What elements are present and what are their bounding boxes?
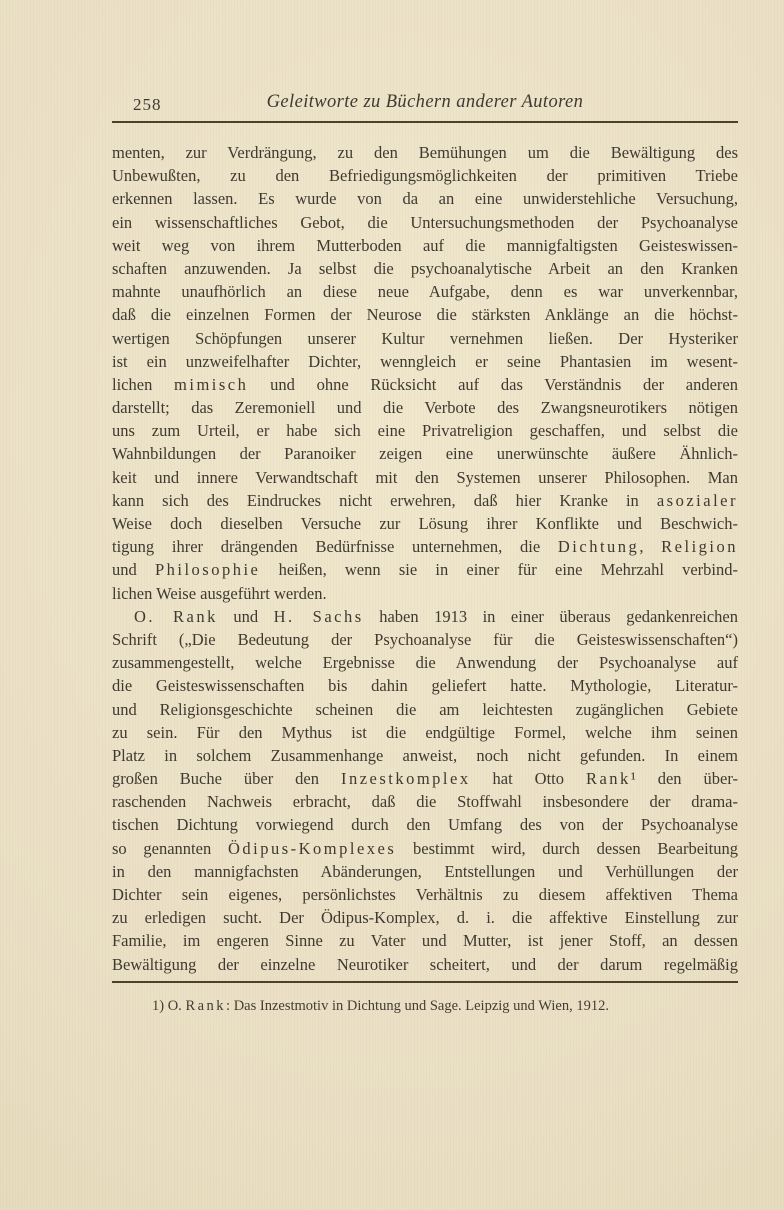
text-segment: in den mannigfachsten Abänderungen, Entstellungen und Verhüllungen der [112,861,738,881]
text-segment: bestimmt wird, durch dessen Bearbeitung [396,838,738,858]
text-segment: , [639,537,662,557]
text-line [112,953,738,976]
letterspaced-text: mimisch [174,374,249,394]
text-segment: zu sein. Für den Mythus ist die endgültige Formel, welche ihm seinen [112,722,738,742]
footnote-rule [112,981,738,983]
letterspaced-text: Religion [661,537,738,557]
text-segment: erkennen lassen. Es wurde von da an eine unwiderstehliche Versuchung, [112,189,738,209]
text-segment: menten, zur Verdrängung, zu den Bemühungen um die Bewältigung des [112,143,738,162]
text-line [112,883,738,906]
text-line [112,396,738,419]
text-segment: und Religionsgeschichte scheinen die am leichtesten zugänglichen Gebiete [112,699,738,719]
text-segment: darstellt; das Zeremoniell und die Verbote des Zwangsneurotikers nötigen [112,398,738,418]
letterspaced-text: asozialer [656,490,738,510]
text-segment: keit und innere Verwandtschaft mit den Systemen unserer Philosophen. Man [112,467,738,487]
text-line [112,558,738,581]
text-segment: die Geisteswissenschaften bis dahin geliefert hatte. Mythologie, Literatur- [112,676,738,696]
text-segment: und [217,606,274,626]
text-line [112,327,738,350]
text-line [112,535,738,558]
text-line [112,721,738,744]
letterspaced-text: Ödipus-Komplexes [227,838,397,858]
text-line [112,860,738,883]
text-line [112,257,738,280]
text-segment: haben 1913 in einer überaus gedankenreichen [363,606,738,626]
text-line [112,303,738,326]
text-line [112,582,738,605]
text-segment: wertigen Schöpfungen unserer Kultur vernehmen ließen. Der Hysteriker [112,328,738,348]
text-segment: uns zum Urteil, er habe sich eine Privatreligion geschaffen, und selbst die [112,421,738,441]
text-segment: Weise doch dieselben Versuche zur Lösung ihrer Konflikte und Beschwich- [112,514,738,533]
text-line [112,419,738,442]
text-segment: tischen Dichtung vorwiegend durch den Umfang des von der Psychoanalyse [112,815,738,835]
text-segment: ¹ den über- [630,769,738,789]
text-segment: : Das Inzestmotiv in Dichtung und Sage. Leipzig und Wien, 1912. [226,997,609,1014]
text-line [112,837,738,860]
page-number: 258 [133,95,162,114]
body-text [112,141,738,976]
text-line [112,744,738,767]
text-segment: kann sich des Eindruckes nicht erwehren, daß hier Kranke in [112,490,657,510]
text-line [112,512,738,535]
letterspaced-text: Rank [585,769,631,789]
text-segment: ein wissenschaftliches Gebot, die Untersuchungsmethoden der Psychoanalyse [112,212,738,232]
text-segment: zu erledigen sucht. Der Ödipus-Komplex, d. i. die affektive Einstellung zur [112,908,738,928]
page-header [112,92,738,118]
text-line [112,628,738,651]
text-segment: tigung ihrer drängenden Bedürfnisse unternehmen, die [112,537,558,557]
text-line [112,906,738,929]
text-segment: und [112,560,155,580]
text-segment: zusammengestellt, welche Ergebnisse die Anwendung der Psychoanalyse auf [112,653,738,673]
text-line [112,350,738,373]
letterspaced-text: Inzestkomplex [340,769,471,789]
text-line [112,466,738,489]
text-segment: weit weg von ihrem Mutterboden auf die mannigfaltigsten Geisteswissen- [112,235,738,255]
text-segment: Bewältigung der einzelne Neurotiker scheitert, und der darum regelmäßig [112,954,738,974]
text-line [112,442,738,465]
text-line [112,790,738,813]
text-line [112,187,738,210]
text-line [112,164,738,187]
text-line [112,767,738,790]
text-line [112,698,738,721]
letterspaced-text: Philosophie [154,560,261,580]
text-segment: Familie, im engeren Sinne zu Vater und Mutter, ist jener Stoff, an dessen [112,931,738,951]
text-segment: daß die einzelnen Formen der Neurose die stärksten Anklänge an die höchst- [112,305,738,325]
text-line [112,929,738,952]
text-line [112,605,738,628]
text-segment: Dichter sein eigenes, persönlichstes Verhältnis zu diesem affektiven Thema [112,885,738,904]
footnote [112,996,738,1016]
text-line [112,280,738,303]
letterspaced-text: H. Sachs [273,606,364,626]
text-block [112,92,738,1016]
running-header-title: Geleitworte zu Büchern anderer Autoren [266,92,584,112]
text-line [112,674,738,697]
text-line [112,373,738,396]
text-segment: hat Otto [470,769,586,789]
text-segment: schaften anzuwenden. Ja selbst die psychoanalytische Arbeit an den Kranken [112,258,738,278]
text-segment: Schrift („Die Bedeutung der Psychoanalyse für die Geisteswissenschaften“) [112,629,738,649]
text-line [112,813,738,836]
text-segment: raschenden Nachweis erbracht, daß die Stoffwahl insbesondere der drama- [112,792,738,812]
text-line [112,489,738,512]
text-segment: lichen Weise ausgeführt werden. [112,583,327,603]
text-segment: heißen, wenn sie in einer für eine Mehrzahl verbind- [260,560,738,580]
text-segment: 1) O. [152,997,186,1014]
text-segment: Unbewußten, zu den Befriedigungsmöglichkeiten der primitiven Triebe [112,166,738,186]
text-segment: Wahnbildungen der Paranoiker zeigen eine unerwünschte äußere Ähnlich- [112,444,738,464]
text-line [112,141,738,164]
letterspaced-text: Rank [185,997,227,1014]
text-line [112,234,738,257]
text-segment: lichen [112,374,175,394]
text-segment: so genannten [112,838,228,858]
text-segment: mahnte unaufhörlich an diese neue Aufgabe, denn es war unverkennbar, [112,282,738,302]
letterspaced-text: Dichtung [557,537,640,557]
text-line [112,651,738,674]
text-segment: Platz in solchem Zusammenhange anweist, noch nicht gefunden. In einem [112,745,738,765]
header-rule [112,121,738,123]
letterspaced-text: O. Rank [134,606,218,626]
text-segment: und ohne Rücksicht auf das Verständnis der anderen [248,374,738,394]
text-line [112,211,738,234]
text-segment: ist ein unzweifelhafter Dichter, wenngleich er seine Phantasien im wesent- [112,351,738,371]
text-segment: großen Buche über den [112,769,341,789]
